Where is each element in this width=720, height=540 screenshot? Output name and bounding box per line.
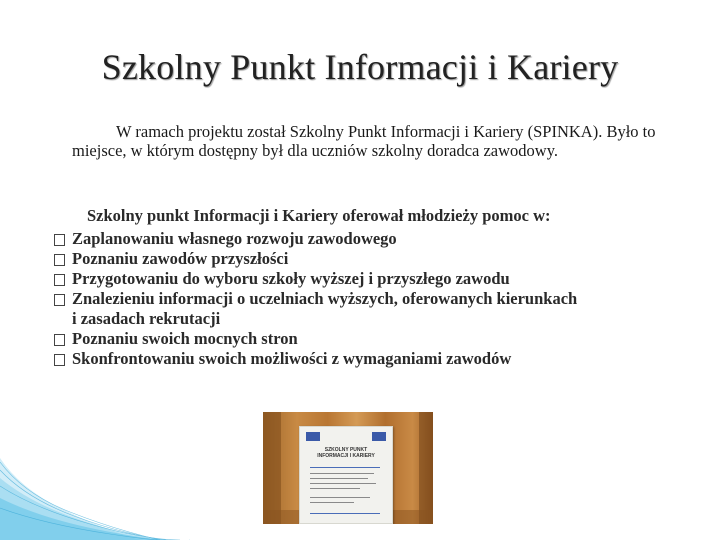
poster-photo <box>263 412 433 524</box>
bullet-text: Skonfrontowaniu swoich możliwości z wymaganiami zawodów <box>72 349 512 368</box>
slide-title: Szkolny Punkt Informacji i Kariery <box>101 47 619 87</box>
poster-text-line <box>310 502 354 503</box>
poster-text-line <box>310 488 360 489</box>
door-frame-right <box>419 412 433 524</box>
poster-text-line <box>310 478 368 479</box>
bullet-item <box>50 289 670 309</box>
checkbox-bullet-icon <box>54 274 65 286</box>
poster-text-line <box>310 473 374 474</box>
intro-text: W ramach projektu został Szkolny Punkt Informacji i Kariery (SPINKA). Było to miejsce, w którym dostępny był dla uczniów szkolny doradca zawodowy. <box>72 122 656 160</box>
bullet-text: Poznaniu swoich mocnych stron <box>72 329 298 348</box>
eu-flag-icon <box>372 432 386 441</box>
door-frame-left <box>263 412 281 524</box>
bullet-text: Poznaniu zawodów przyszłości <box>72 249 289 268</box>
poster-heading: SZKOLNY PUNKT INFORMACJI I KARIERY <box>317 447 375 459</box>
eu-logo-icon <box>306 432 320 441</box>
poster-text-line <box>310 497 370 498</box>
bullet-item <box>50 329 670 349</box>
bullet-item <box>50 269 670 289</box>
bullet-list <box>50 229 670 369</box>
checkbox-bullet-icon <box>54 334 65 346</box>
bullet-text: Zaplanowaniu własnego rozwoju zawodowego <box>72 229 397 248</box>
checkbox-bullet-icon <box>54 254 65 266</box>
checkbox-bullet-icon <box>54 354 65 366</box>
poster-text-line <box>310 483 376 484</box>
poster-footer-line <box>310 513 380 514</box>
information-poster <box>299 426 393 524</box>
checkbox-bullet-icon <box>54 234 65 246</box>
intro-paragraph <box>72 122 672 160</box>
bullet-item <box>50 249 670 269</box>
decorative-wave-graphic <box>0 448 190 540</box>
bullet-item <box>50 309 670 329</box>
bullet-text: i zasadach rekrutacji <box>72 309 221 328</box>
checkbox-bullet-icon <box>54 294 65 306</box>
bullet-item <box>50 349 670 369</box>
bullet-text: Znalezieniu informacji o uczelniach wyższych, oferowanych kierunkach <box>72 289 578 308</box>
poster-text-line <box>310 467 380 468</box>
lead-sentence: Szkolny punkt Informacji i Kariery oferował młodzieży pomoc w: <box>87 206 551 225</box>
bullet-item <box>50 229 670 249</box>
bullet-text: Przygotowaniu do wyboru szkoły wyższej i przyszłego zawodu <box>72 269 510 288</box>
